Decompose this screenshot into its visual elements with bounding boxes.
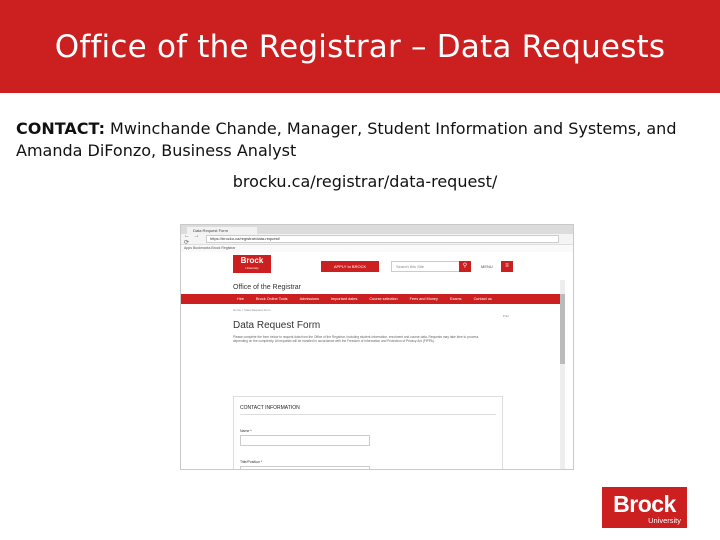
title-label: Title/Position * — [240, 460, 263, 464]
site-nav-item: Course selection — [369, 297, 398, 301]
site-nav-item: Exams — [449, 297, 462, 301]
name-label: Name * — [240, 429, 252, 433]
title-field — [240, 466, 370, 469]
contact-form — [233, 396, 503, 469]
browser-addressbar — [181, 234, 573, 245]
address-field: https://brocku.ca/registrar/data-request/ — [206, 235, 559, 243]
search-icon: ⚲ — [459, 261, 471, 272]
site-nav-item: Brock Online Tools — [255, 297, 288, 301]
nav-arrows-icon: ← → ⟳ — [184, 232, 201, 246]
hamburger-icon: ≡ — [501, 261, 513, 272]
form-title: Data Request Form — [233, 320, 321, 331]
contact-details: Mwinchande Chande, Manager, Student Information and Systems, and Amanda DiFonzo, Business Analyst — [16, 119, 677, 160]
name-field — [240, 435, 370, 446]
browser-tabbar — [181, 225, 573, 234]
breadcrumb: Home > Data Request Form — [233, 308, 271, 312]
brock-logo-sub: University — [648, 516, 681, 525]
form-section-title: CONTACT INFORMATION — [240, 405, 300, 411]
site-nav-item: Fees and Money — [409, 297, 438, 301]
scrollbar-thumb — [560, 294, 565, 364]
site-nav-item: Hire — [237, 297, 244, 301]
site-title: Office of the Registrar — [233, 284, 301, 291]
brock-logo — [602, 487, 687, 528]
contact-text — [16, 118, 716, 162]
browser-screenshot — [180, 224, 574, 470]
site-nav — [181, 294, 565, 304]
slide-title: Office of the Registrar – Data Requests — [54, 28, 666, 65]
site-header — [181, 252, 565, 282]
website — [181, 252, 565, 469]
divider — [240, 414, 496, 415]
menu-label: MENU — [481, 264, 493, 269]
site-logo: Brock University — [233, 255, 271, 273]
contact-label: CONTACT: — [16, 119, 105, 138]
brock-logo-word: Brock — [613, 491, 676, 517]
apply-button: APPLY to BROCK — [321, 261, 379, 272]
print-link: Print — [502, 314, 509, 318]
browser-tab: Data Request Form — [187, 227, 257, 234]
data-request-url: brocku.ca/registrar/data-request/ — [232, 172, 498, 191]
site-nav-item: Admissions — [299, 297, 319, 301]
site-nav-item: Important dates — [330, 297, 358, 301]
form-description: Please complete the form below to request data from the Office of the Registrar, including student information, enrolment and course data. Requests may take time to process depending on the complexity. All requests will be handled in accordance with the Freedom of Information and Protection of Privacy Act (FIPPA). — [233, 335, 479, 344]
site-search-input: Search this Site — [391, 261, 461, 272]
title-bar — [0, 0, 720, 93]
bookmarks-bar: Apps Bookmarks Brock Registrar — [181, 245, 573, 252]
scrollbar — [560, 280, 565, 469]
site-nav-item: Contact us — [473, 297, 492, 301]
